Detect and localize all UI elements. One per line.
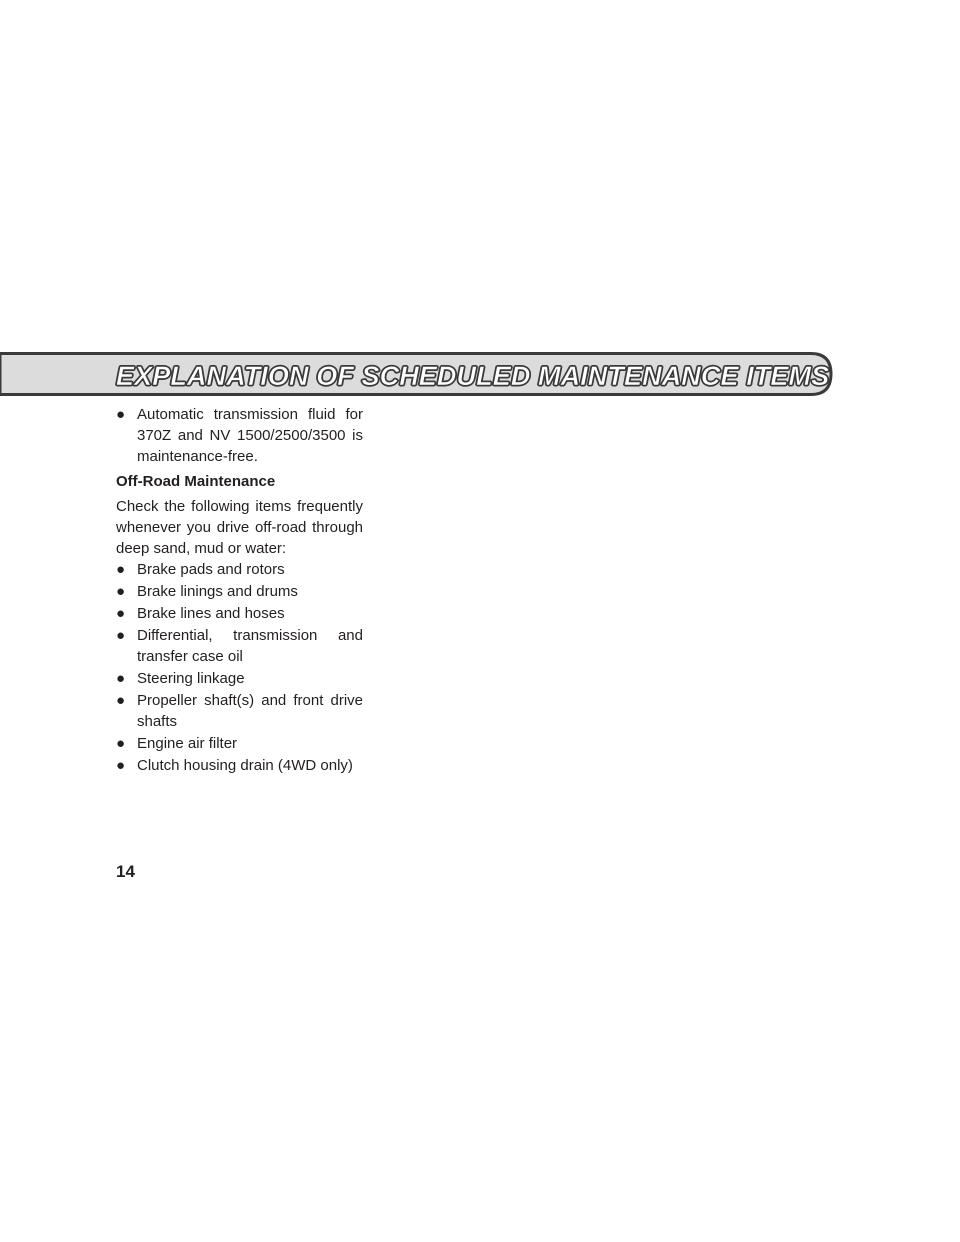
section-title: EXPLANATION OF SCHEDULED MAINTENANCE ITEMS xyxy=(116,361,830,391)
page-number: 14 xyxy=(116,862,135,881)
list-item-text: Brake linings and drums xyxy=(137,583,298,600)
list-item-text: Differential, transmission and transfer case oil xyxy=(137,627,363,665)
bullet-icon: ● xyxy=(116,627,126,644)
bullet-icon: ● xyxy=(116,406,126,423)
bullet-icon: ● xyxy=(116,735,126,752)
list-item xyxy=(116,603,363,624)
bullet-icon: ● xyxy=(116,605,126,622)
list-item-text: Brake lines and hoses xyxy=(137,605,285,622)
maintenance-list xyxy=(116,559,363,776)
bullet-icon: ● xyxy=(116,692,126,709)
list-item-text: Steering linkage xyxy=(137,670,245,687)
list-item xyxy=(116,690,363,732)
list-item xyxy=(116,668,363,689)
list-item-text: Engine air filter xyxy=(137,735,238,752)
list-item xyxy=(116,581,363,602)
list-item-text: Brake pads and rotors xyxy=(137,561,285,578)
list-item xyxy=(116,625,363,667)
bullet-icon: ● xyxy=(116,583,126,600)
list-item xyxy=(116,733,363,754)
intro-bullet-text: Automatic transmission fluid for 370Z and NV 1500/2500/3500 is maintenance-free. xyxy=(137,406,363,465)
bullet-icon: ● xyxy=(116,561,126,578)
list-item xyxy=(116,559,363,580)
bullet-icon: ● xyxy=(116,670,126,687)
bullet-icon: ● xyxy=(116,757,126,774)
off-road-paragraph: Check the following items frequently whenever you drive off-road through deep sand, mud or water: xyxy=(116,498,363,557)
list-item xyxy=(116,404,363,467)
list-item-text: Clutch housing drain (4WD only) xyxy=(137,757,353,774)
text-column xyxy=(116,404,363,777)
list-item-text: Propeller shaft(s) and front drive shafts xyxy=(137,692,363,730)
off-road-heading: Off-Road Maintenance xyxy=(116,473,276,490)
list-item xyxy=(116,755,363,776)
